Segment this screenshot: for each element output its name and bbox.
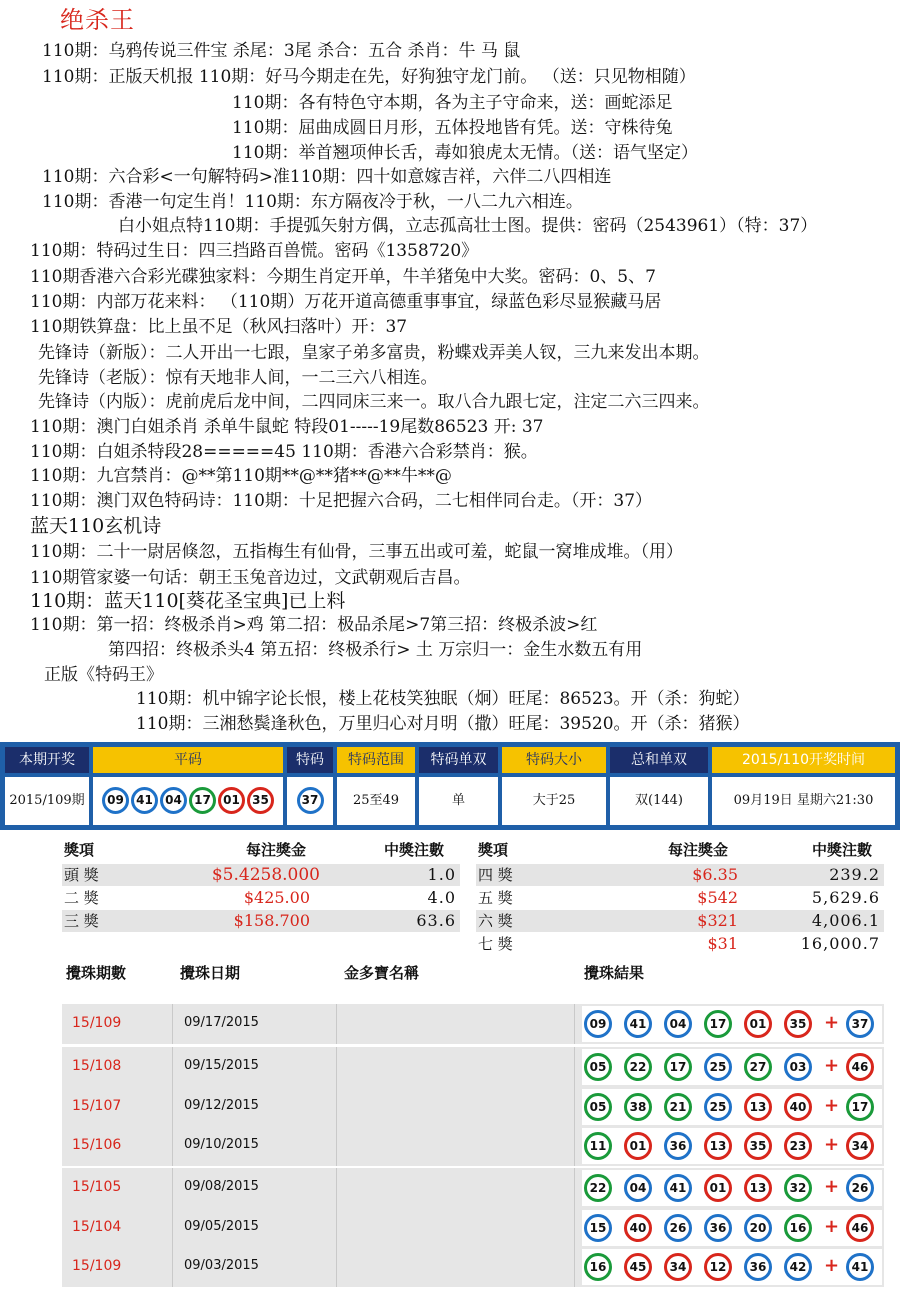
ball: 01 xyxy=(218,787,245,814)
text-line: 先锋诗（内版）：虎前虎后龙中间，二四同床三来一。取八合九跟七定，注定二六三四来。 xyxy=(38,392,710,412)
history-date: 09/03/2015 xyxy=(184,1258,259,1273)
ball: 17 xyxy=(664,1053,692,1081)
special-oddeven-value: 单 xyxy=(419,777,498,825)
text-line: 110期：六合彩<一句解特码>准110期：四十如意嫁吉祥，六伴二八四相连 xyxy=(42,167,612,187)
text-line: 110期：举首翘项伸长舌，毒如狼虎太无情。（送：语气坚定） xyxy=(232,143,698,163)
ball: 05 xyxy=(584,1093,612,1121)
history-issue: 15/109 xyxy=(72,1015,122,1031)
table-row xyxy=(62,1208,884,1248)
text-line: 正版《特码王》 xyxy=(44,665,163,685)
ball: 45 xyxy=(624,1253,652,1281)
prize-money: $542 xyxy=(697,888,738,907)
prize-money: $158.700 xyxy=(233,911,310,930)
divider xyxy=(172,1004,173,1044)
text-line: 110期管家婆一句话：朝王玉兔音边过，文武朝观后吉昌。 xyxy=(30,568,471,588)
ball: 01 xyxy=(704,1174,732,1202)
divider xyxy=(574,1168,575,1208)
prize-count: 16,000.7 xyxy=(800,934,880,953)
history-issue: 15/104 xyxy=(72,1219,122,1235)
prize-name: 二 獎 xyxy=(64,889,99,907)
prize-row xyxy=(476,864,884,886)
history-date: 09/15/2015 xyxy=(184,1058,259,1073)
prize-count: 63.6 xyxy=(416,911,456,930)
history-issue: 15/108 xyxy=(72,1058,122,1074)
text-line: 110期：各有特色守本期，各为主子守命来，送：画蛇添足 xyxy=(232,93,673,113)
divider xyxy=(336,1004,337,1044)
history-issue: 15/105 xyxy=(72,1179,122,1195)
divider xyxy=(574,1126,575,1166)
table-row xyxy=(62,1168,884,1208)
divider xyxy=(574,1087,575,1127)
ball: 01 xyxy=(744,1010,772,1038)
prize-row xyxy=(476,933,884,955)
ball: 23 xyxy=(784,1132,812,1160)
ball: 41 xyxy=(624,1010,652,1038)
ball: 03 xyxy=(784,1053,812,1081)
ball: 36 xyxy=(664,1132,692,1160)
ball: 32 xyxy=(784,1174,812,1202)
history-balls xyxy=(582,1128,882,1164)
history-header-issue: 攪珠期數 xyxy=(66,964,127,982)
plus-sign: + xyxy=(824,1134,840,1155)
ball: 13 xyxy=(744,1174,772,1202)
divider xyxy=(574,1004,575,1044)
special-ball: 37 xyxy=(846,1010,874,1038)
text-line: 蓝天110玄机诗 xyxy=(30,515,162,537)
prize-header-item: 獎項 xyxy=(478,841,509,859)
text-line: 110期：特码过生日：四三挡路百兽慌。密码《1358720》 xyxy=(30,241,479,261)
text-line: 110期：三湘愁鬓逢秋色，万里归心对月明（撒）旺尾：39520。开（杀：猪猴） xyxy=(136,714,750,734)
prize-name: 六 獎 xyxy=(478,912,513,930)
history-balls xyxy=(582,1089,882,1125)
plus-sign: + xyxy=(824,1216,840,1237)
history-balls xyxy=(582,1170,882,1206)
divider xyxy=(172,1168,173,1208)
special-ball: 41 xyxy=(846,1253,874,1281)
history-issue: 15/109 xyxy=(72,1258,122,1274)
history-balls xyxy=(582,1210,882,1246)
ball: 16 xyxy=(584,1253,612,1281)
history-date: 09/08/2015 xyxy=(184,1179,259,1194)
divider xyxy=(172,1208,173,1248)
ball: 12 xyxy=(704,1253,732,1281)
ball: 04 xyxy=(664,1010,692,1038)
ball: 41 xyxy=(131,787,158,814)
history-balls xyxy=(582,1249,882,1285)
text-line: 110期：第一招：终极杀肖>鸡 第二招：极品杀尾>7第三招：终极杀波>红 xyxy=(30,615,598,635)
prize-header-money: 每注獎金 xyxy=(246,841,307,859)
text-line: 110期铁算盘：比上虽不足（秋风扫落叶）开：37 xyxy=(30,317,408,337)
ball: 09 xyxy=(584,1010,612,1038)
text-line: 110期：乌鸦传说三件宝 杀尾：3尾 杀合：五合 杀肖：牛 马 鼠 xyxy=(42,41,521,61)
history-header-name: 金多寶名稱 xyxy=(344,964,420,982)
divider xyxy=(574,1247,575,1287)
prize-count: 239.2 xyxy=(829,865,880,884)
header-special-size: 特码大小 xyxy=(502,747,606,773)
ball: 22 xyxy=(624,1053,652,1081)
divider xyxy=(172,1047,173,1087)
ball: 21 xyxy=(664,1093,692,1121)
prize-money: $31 xyxy=(707,934,738,953)
special-range-value: 25至49 xyxy=(337,777,415,825)
prize-header-money: 每注獎金 xyxy=(668,841,729,859)
prize-row xyxy=(476,910,884,932)
plus-sign: + xyxy=(824,1012,840,1033)
history-date: 09/12/2015 xyxy=(184,1098,259,1113)
header-regular-numbers: 平码 xyxy=(93,747,283,773)
ball: 36 xyxy=(744,1253,772,1281)
ball: 41 xyxy=(664,1174,692,1202)
history-issue: 15/107 xyxy=(72,1098,122,1114)
history-date: 09/05/2015 xyxy=(184,1219,259,1234)
prize-row xyxy=(476,887,884,909)
history-balls xyxy=(582,1049,882,1085)
ball: 25 xyxy=(704,1093,732,1121)
text-line: 先锋诗（新版）：二人开出一七跟，皇家子弟多富贵，粉蝶戏弄美人钗，三九来发出本期。 xyxy=(38,343,710,363)
prize-money: $321 xyxy=(697,911,738,930)
divider xyxy=(336,1126,337,1166)
prize-money: $6.35 xyxy=(692,865,738,884)
draw-results-table xyxy=(0,742,900,830)
ball: 26 xyxy=(664,1214,692,1242)
history-header-date: 攪珠日期 xyxy=(180,964,241,982)
text-line: 110期香港六合彩光碟独家料：今期生肖定开单，牛羊猪兔中大奖。密码：0、5、7 xyxy=(30,267,656,287)
special-ball: 46 xyxy=(846,1214,874,1242)
text-line: 110期：机中锦字论长恨，楼上花枝笑独眠（炯）旺尾：86523。开（杀：狗蛇） xyxy=(136,689,750,709)
prize-count: 1.0 xyxy=(427,865,456,884)
ball: 09 xyxy=(102,787,129,814)
ball: 20 xyxy=(744,1214,772,1242)
ball: 04 xyxy=(624,1174,652,1202)
divider xyxy=(172,1126,173,1166)
prize-name: 七 獎 xyxy=(478,935,513,953)
regular-balls xyxy=(93,777,283,825)
header-special-oddeven: 特码单双 xyxy=(419,747,498,773)
ball: 17 xyxy=(704,1010,732,1038)
special-ball: 17 xyxy=(846,1093,874,1121)
divider xyxy=(336,1168,337,1208)
table-row xyxy=(62,1087,884,1127)
table-row xyxy=(62,1047,884,1087)
prize-name: 四 獎 xyxy=(478,866,513,884)
ball: 36 xyxy=(704,1214,732,1242)
text-line: 110期：内部万花来料： （110期）万花开道高德重事事宜，绿蓝色彩尽显猴藏马居 xyxy=(30,292,662,312)
text-line: 110期：蓝天110[葵花圣宝典]已上料 xyxy=(30,590,346,612)
ball: 38 xyxy=(624,1093,652,1121)
divider xyxy=(336,1247,337,1287)
draw-issue: 2015/109期 xyxy=(5,777,89,825)
draw-time-value: 09月19日 星期六21:30 xyxy=(712,777,895,825)
history-header-result: 攪珠結果 xyxy=(584,964,645,982)
prize-row xyxy=(62,864,460,886)
ball: 05 xyxy=(584,1053,612,1081)
prize-count: 4.0 xyxy=(427,888,456,907)
table-row xyxy=(62,1004,884,1044)
ball: 27 xyxy=(744,1053,772,1081)
plus-sign: + xyxy=(824,1255,840,1276)
ball: 34 xyxy=(664,1253,692,1281)
divider xyxy=(336,1047,337,1087)
special-ball: 46 xyxy=(846,1053,874,1081)
ball: 35 xyxy=(744,1132,772,1160)
page-title: 绝杀王 xyxy=(60,6,135,34)
prize-money: $5.4258.000 xyxy=(211,865,320,885)
special-size-value: 大于25 xyxy=(502,777,606,825)
ball: 17 xyxy=(189,787,216,814)
history-date: 09/17/2015 xyxy=(184,1015,259,1030)
ball: 40 xyxy=(784,1093,812,1121)
divider xyxy=(172,1247,173,1287)
ball: 42 xyxy=(784,1253,812,1281)
ball: 40 xyxy=(624,1214,652,1242)
special-ball: 26 xyxy=(846,1174,874,1202)
ball: 22 xyxy=(584,1174,612,1202)
prize-money: $425.00 xyxy=(243,888,310,907)
header-special-number: 特码 xyxy=(287,747,333,773)
table-row xyxy=(62,1126,884,1166)
history-issue: 15/106 xyxy=(72,1137,122,1153)
prize-name: 三 獎 xyxy=(64,912,99,930)
text-line: 110期：白姐杀特段28=====45 110期：香港六合彩禁肖：猴。 xyxy=(30,442,538,462)
text-line: 先锋诗（老版）：惊有天地非人间，一二三六八相连。 xyxy=(38,368,438,388)
prize-row xyxy=(62,887,460,909)
text-line: 110期：香港一句定生肖！110期：东方隔夜冷于秋，一八二九六相连。 xyxy=(42,192,583,212)
prize-name: 頭 獎 xyxy=(64,866,99,884)
ball: 35 xyxy=(784,1010,812,1038)
ball: 13 xyxy=(704,1132,732,1160)
divider xyxy=(336,1208,337,1248)
header-special-range: 特码范围 xyxy=(337,747,415,773)
text-line: 110期：二十一尉居倏忽，五指梅生有仙骨，三事五出或可羞，蛇鼠一窝堆成堆。（用） xyxy=(30,542,683,562)
divider xyxy=(574,1047,575,1087)
text-line: 白小姐点特110期：手提弧矢射方偶，立志孤高壮士图。提供：密码（2543961）（特：37） xyxy=(118,216,818,236)
plus-sign: + xyxy=(824,1176,840,1197)
special-ball: 37 xyxy=(297,787,324,814)
text-line: 110期：九宫禁肖：@**第110期**@**猪**@**牛**@ xyxy=(30,466,452,486)
text-line: 110期：澳门双色特码诗：110期：十足把握六合码，二七相伴同台走。（开：37） xyxy=(30,491,653,511)
table-row xyxy=(62,1247,884,1287)
text-line: 110期：澳门白姐杀肖 杀单牛鼠蛇 特段01-----19尾数86523 开: 37 xyxy=(30,417,544,437)
special-ball-cell xyxy=(287,777,333,825)
header-sum-oddeven: 总和单双 xyxy=(610,747,708,773)
prize-row xyxy=(62,910,460,932)
ball: 35 xyxy=(247,787,274,814)
ball: 15 xyxy=(584,1214,612,1242)
ball: 01 xyxy=(624,1132,652,1160)
divider xyxy=(172,1087,173,1127)
text-line: 110期：正版天机报 110期：好马今期走在先，好狗独守龙门前。 （送：只见物相随） xyxy=(42,67,696,87)
prize-header-count: 中獎注數 xyxy=(812,841,873,859)
ball: 13 xyxy=(744,1093,772,1121)
ball: 04 xyxy=(160,787,187,814)
divider xyxy=(336,1087,337,1127)
ball: 25 xyxy=(704,1053,732,1081)
prize-name: 五 獎 xyxy=(478,889,513,907)
prize-header-item: 獎項 xyxy=(64,841,95,859)
header-draw-time: 2015/110开奖时间 xyxy=(712,747,895,773)
prize-header-count: 中獎注數 xyxy=(384,841,445,859)
special-ball: 34 xyxy=(846,1132,874,1160)
text-line: 110期：屈曲成圆日月形，五体投地皆有凭。送：守株待兔 xyxy=(232,118,673,138)
history-balls xyxy=(582,1006,882,1042)
plus-sign: + xyxy=(824,1095,840,1116)
sum-oddeven-value: 双(144) xyxy=(610,777,708,825)
prize-count: 4,006.1 xyxy=(811,911,880,930)
prize-count: 5,629.6 xyxy=(811,888,880,907)
text-line: 第四招：终极杀头4 第五招：终极杀行> 土 万宗归一：金生水数五有用 xyxy=(108,640,643,660)
ball: 11 xyxy=(584,1132,612,1160)
header-current-draw: 本期开奖 xyxy=(5,747,89,773)
ball: 16 xyxy=(784,1214,812,1242)
history-date: 09/10/2015 xyxy=(184,1137,259,1152)
divider xyxy=(574,1208,575,1248)
plus-sign: + xyxy=(824,1055,840,1076)
